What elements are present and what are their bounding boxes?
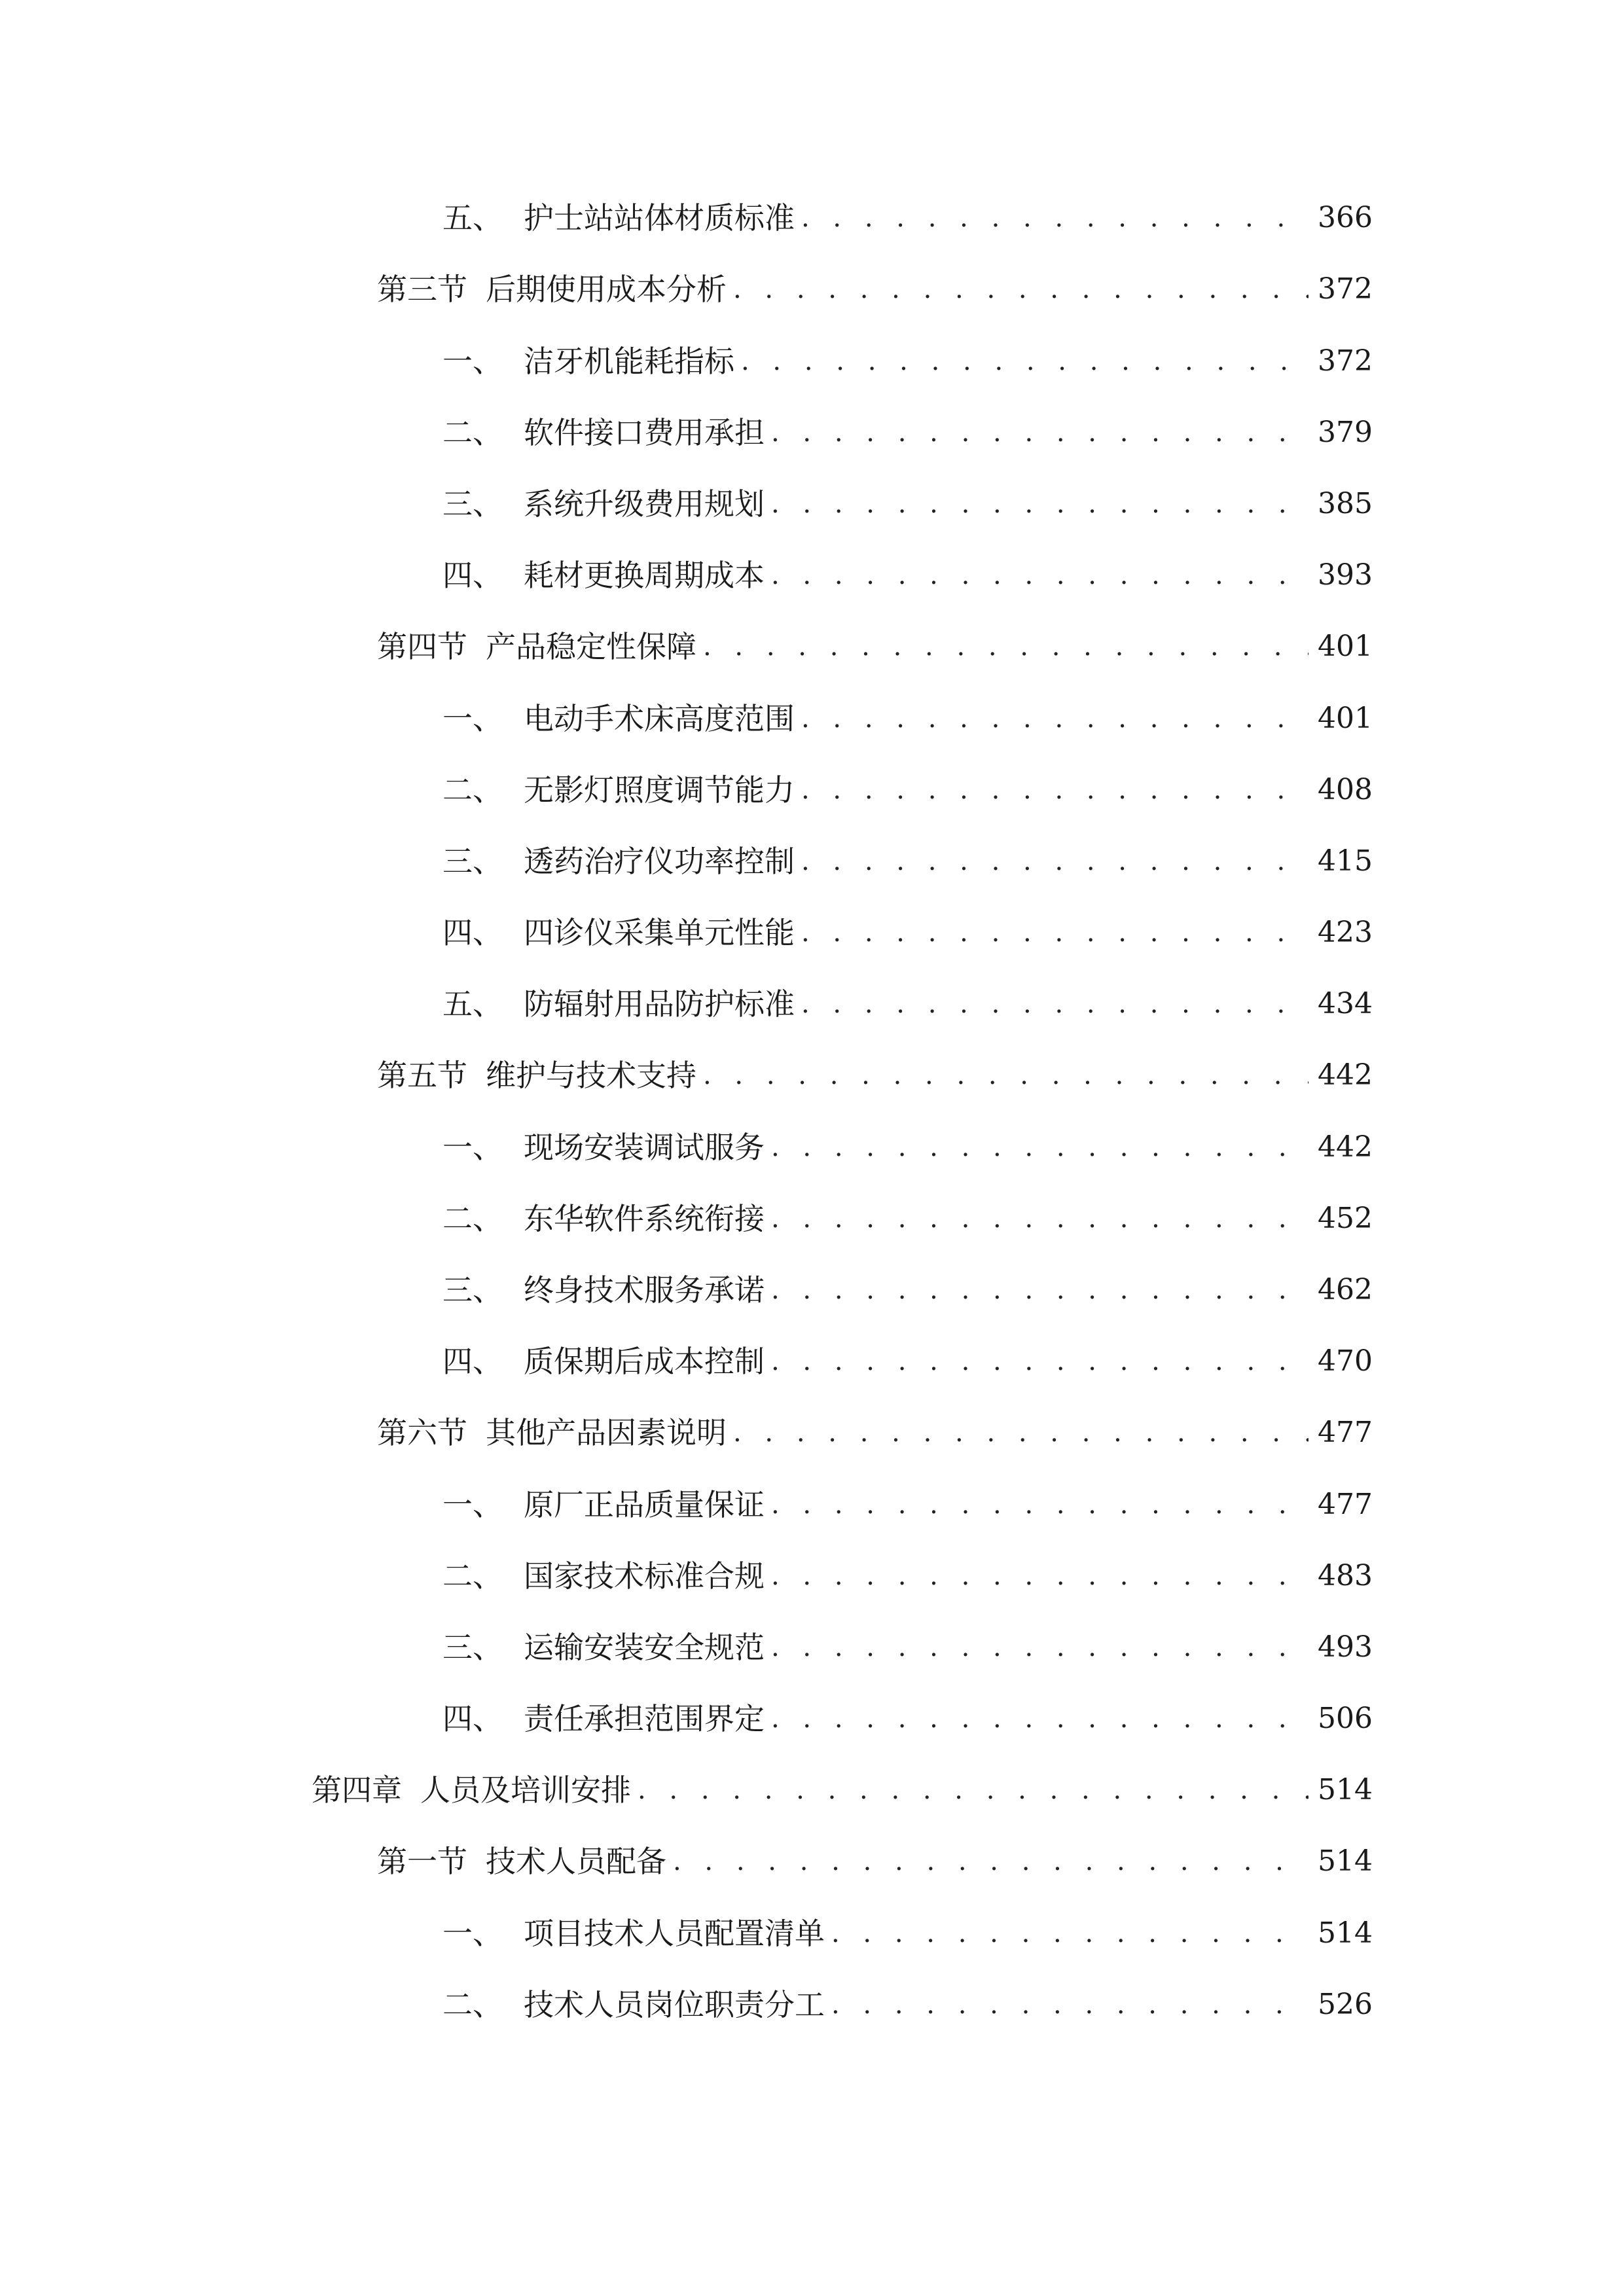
- toc-leader-dots: [703, 1049, 1308, 1102]
- toc-leader-dots: [638, 1764, 1308, 1816]
- toc-leader-dots: [771, 549, 1308, 601]
- toc-leader-dots: [771, 1335, 1308, 1388]
- toc-entry[interactable]: [442, 1979, 1373, 2031]
- toc-entry[interactable]: [442, 549, 1373, 601]
- toc-entry-title: 现场安装调试服务: [524, 1130, 765, 1165]
- toc-leader-dots: [771, 1550, 1308, 1602]
- toc-entry[interactable]: [377, 263, 1373, 315]
- toc-entry-number: 三、: [442, 1630, 503, 1665]
- toc-leader-dots: [741, 335, 1308, 387]
- toc-entry[interactable]: [377, 1407, 1373, 1459]
- toc-leader-dots: [703, 620, 1308, 673]
- toc-entry-page: 372: [1318, 272, 1373, 306]
- toc-entry-page: 366: [1318, 201, 1373, 234]
- toc-leader-dots: [801, 978, 1308, 1030]
- toc-entry[interactable]: [442, 1693, 1373, 1745]
- toc-entry[interactable]: [312, 1764, 1373, 1816]
- toc-leader-dots: [673, 1835, 1308, 1888]
- toc-entry-title: 透药治疗仪功率控制: [524, 844, 795, 879]
- toc-entry-title: 无影灯照度调节能力: [524, 772, 795, 808]
- toc-entry-number: 一、: [442, 1916, 503, 1951]
- toc-entry-number: 二、: [442, 1558, 503, 1594]
- toc-leader-dots: [801, 692, 1308, 745]
- toc-entry-page: 408: [1318, 773, 1373, 806]
- toc-leader-dots: [771, 1121, 1308, 1174]
- toc-entry[interactable]: [442, 1193, 1373, 1245]
- toc-entry-page: 442: [1318, 1058, 1373, 1092]
- toc-entry-page: 506: [1318, 1702, 1373, 1735]
- toc-entry-title: 技术人员配备: [486, 1844, 666, 1879]
- toc-entry[interactable]: [442, 764, 1373, 816]
- toc-entry-title: 产品稳定性保障: [486, 629, 696, 664]
- toc-entry-page: 415: [1318, 844, 1373, 878]
- toc-entry-number: 二、: [442, 772, 503, 808]
- toc-entry[interactable]: [442, 406, 1373, 459]
- toc-leader-dots: [771, 1621, 1308, 1674]
- toc-entry-page: 477: [1318, 1416, 1373, 1449]
- toc-entry-title: 其他产品因素说明: [486, 1415, 727, 1450]
- toc-leader-dots: [771, 1479, 1308, 1531]
- toc-entry-number: 四、: [442, 1344, 503, 1379]
- toc-entry-page: 385: [1318, 487, 1373, 520]
- toc-entry[interactable]: [377, 1049, 1373, 1102]
- toc-entry-page: 493: [1318, 1630, 1373, 1664]
- toc-entry-number: 第四节: [377, 629, 467, 664]
- toc-entry[interactable]: [442, 978, 1373, 1030]
- toc-entry[interactable]: [442, 478, 1373, 530]
- toc-entry[interactable]: [442, 1907, 1373, 1960]
- toc-entry-title: 护士站站体材质标准: [524, 200, 795, 236]
- toc-entry[interactable]: [377, 620, 1373, 673]
- toc-entry[interactable]: [442, 1550, 1373, 1602]
- toc-entry-title: 质保期后成本控制: [524, 1344, 765, 1379]
- toc-leader-dots: [733, 1407, 1308, 1459]
- toc-entry-title: 软件接口费用承担: [524, 415, 765, 450]
- toc-entry-page: 434: [1318, 987, 1373, 1020]
- toc-entry-page: 423: [1318, 916, 1373, 949]
- toc-entry-page: 483: [1318, 1559, 1373, 1592]
- toc-entry-number: 二、: [442, 415, 503, 450]
- toc-leader-dots: [801, 192, 1308, 244]
- toc-entry-page: 514: [1318, 1773, 1373, 1806]
- toc-entry-title: 耗材更换周期成本: [524, 558, 765, 593]
- toc-entry[interactable]: [442, 192, 1373, 244]
- toc-entry-title: 东华软件系统衔接: [524, 1201, 765, 1236]
- toc-leader-dots: [733, 263, 1308, 315]
- toc-entry-title: 防辐射用品防护标准: [524, 986, 795, 1022]
- toc-entry[interactable]: [442, 1121, 1373, 1174]
- toc-entry-title: 后期使用成本分析: [486, 272, 727, 307]
- toc-entry-title: 洁牙机能耗指标: [524, 344, 734, 379]
- toc-entry-title: 项目技术人员配置清单: [524, 1916, 825, 1951]
- toc-entry-number: 五、: [442, 200, 503, 236]
- toc-entry-title: 维护与技术支持: [486, 1058, 696, 1093]
- toc-leader-dots: [771, 1693, 1308, 1745]
- toc-leader-dots: [771, 406, 1308, 459]
- toc-entry-page: 401: [1318, 630, 1373, 663]
- toc-entry-number: 三、: [442, 1272, 503, 1308]
- toc-entry-title: 终身技术服务承诺: [524, 1272, 765, 1308]
- toc-entry-title: 原厂正品质量保证: [524, 1487, 765, 1522]
- toc-leader-dots: [771, 478, 1308, 530]
- toc-leader-dots: [801, 835, 1308, 888]
- toc-entry-title: 系统升级费用规划: [524, 486, 765, 522]
- toc-entry-title: 人员及培训安排: [420, 1772, 631, 1808]
- toc-leader-dots: [831, 1907, 1308, 1960]
- toc-leader-dots: [801, 906, 1308, 959]
- toc-entry-number: 四、: [442, 915, 503, 950]
- toc-entry-title: 技术人员岗位职责分工: [524, 1987, 825, 2022]
- toc-leader-dots: [771, 1264, 1308, 1316]
- toc-entry-number: 第五节: [377, 1058, 467, 1093]
- toc-entry-page: 462: [1318, 1273, 1373, 1306]
- toc-entry[interactable]: [442, 906, 1373, 959]
- toc-entry-number: 四、: [442, 558, 503, 593]
- toc-entry-title: 责任承担范围界定: [524, 1701, 765, 1736]
- toc-entry-page: 372: [1318, 344, 1373, 378]
- toc-entry-number: 第一节: [377, 1844, 467, 1879]
- toc-entry-page: 514: [1318, 1916, 1373, 1950]
- toc-entry-page: 393: [1318, 558, 1373, 592]
- toc-entry[interactable]: [442, 1335, 1373, 1388]
- toc-entry-number: 三、: [442, 486, 503, 522]
- toc-entry-number: 三、: [442, 844, 503, 879]
- toc-entry-number: 第六节: [377, 1415, 467, 1450]
- toc-entry-number: 第四章: [312, 1772, 402, 1808]
- toc-entry-number: 一、: [442, 1487, 503, 1522]
- toc-leader-dots: [831, 1979, 1308, 2031]
- toc-entry[interactable]: [442, 1479, 1373, 1531]
- toc-entry[interactable]: [442, 1621, 1373, 1674]
- toc-entry-number: 一、: [442, 1130, 503, 1165]
- toc-entry[interactable]: [442, 692, 1373, 745]
- toc-entry-title: 国家技术标准合规: [524, 1558, 765, 1594]
- toc-entry-number: 二、: [442, 1987, 503, 2022]
- toc-entry-number: 二、: [442, 1201, 503, 1236]
- toc-entry[interactable]: [377, 1835, 1373, 1888]
- toc-entry-page: 401: [1318, 702, 1373, 735]
- toc-entry-number: 四、: [442, 1701, 503, 1736]
- toc-entry-title: 运输安装安全规范: [524, 1630, 765, 1665]
- toc-leader-dots: [771, 1193, 1308, 1245]
- toc-entry-title: 四诊仪采集单元性能: [524, 915, 795, 950]
- toc-entry[interactable]: [442, 835, 1373, 888]
- toc-entry-page: 477: [1318, 1488, 1373, 1521]
- toc-leader-dots: [801, 764, 1308, 816]
- toc-entry-number: 五、: [442, 986, 503, 1022]
- toc-entry-page: 379: [1318, 416, 1373, 449]
- toc-entry-page: 514: [1318, 1844, 1373, 1878]
- toc-entry-page: 470: [1318, 1344, 1373, 1378]
- toc-entry-number: 一、: [442, 344, 503, 379]
- toc-entry-number: 第三节: [377, 272, 467, 307]
- toc-entry-page: 442: [1318, 1130, 1373, 1164]
- toc-entry-page: 452: [1318, 1202, 1373, 1235]
- toc-entry[interactable]: [442, 335, 1373, 387]
- toc-entry-title: 电动手术床高度范围: [524, 701, 795, 736]
- toc-entry[interactable]: [442, 1264, 1373, 1316]
- toc-entry-page: 526: [1318, 1988, 1373, 2021]
- toc-entry-number: 一、: [442, 701, 503, 736]
